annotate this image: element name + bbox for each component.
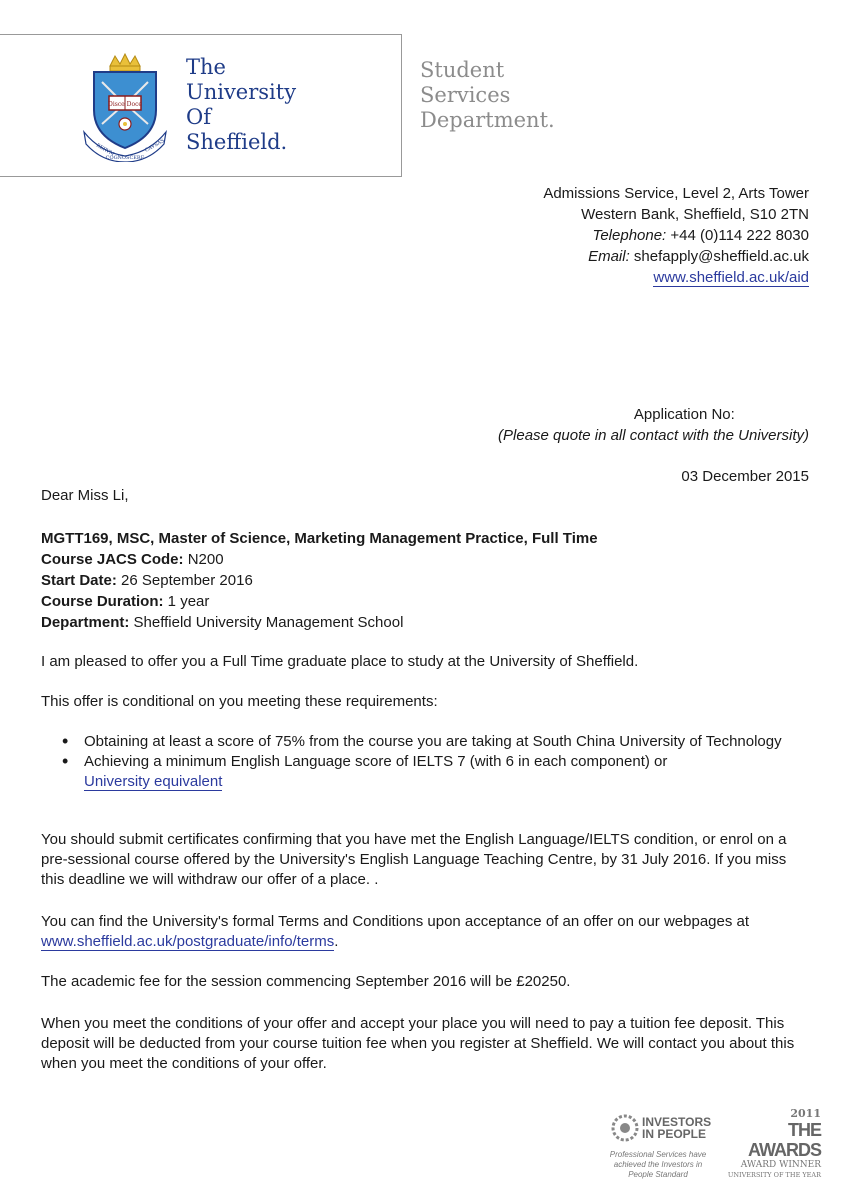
terms-link[interactable]: www.sheffield.ac.uk/postgraduate/info/terms [41,933,335,950]
deposit-paragraph: When you meet the conditions of your offer and accept your place you will need to pay a tuition fee deposit. This deposit will be deducted from your course tuition fee when you register at Sheffield. We will contact you about this when you meet the conditions of your offer. [41,1015,795,1072]
conditional-paragraph: This offer is conditional on you meeting these requirements: [41,693,438,710]
redacted-number [739,410,809,420]
footer-logos [606,1108,821,1188]
course-jacs-value: N200 [183,551,224,568]
telephone-value: +44 (0)114 222 8030 [666,227,809,244]
terms-paragraph [41,912,811,952]
fee-paragraph: The academic fee for the session commencing September 2016 will be £20250. [41,973,571,990]
course-details [41,528,811,633]
address-line: Western Bank, Sheffield, S10 2TN [581,206,809,223]
university-crest-icon [80,52,170,162]
email-label: Email: [588,248,630,265]
requirements-list [41,732,811,792]
university-equivalent-link[interactable]: University equivalent [84,773,223,790]
crest-banner-center: COGNOSCERE [105,155,145,161]
crest-banner-left: RERVM [95,142,116,158]
university-name-line: The [186,55,226,79]
university-name-line: Of [186,105,211,129]
course-jacs-label: Course JACS Code: [41,551,184,568]
course-jacs [41,549,811,570]
salutation: Dear Miss Li, [41,487,129,504]
email-line [543,246,809,267]
list-item [84,752,811,792]
iip-line2: IN PEOPLE [642,1127,707,1141]
university-name [186,55,296,155]
department-name-line: Student [420,58,505,82]
certificates-paragraph: You should submit certificates confirming that you have met the English Language/IELTS condition, or enrol on a pre-sessional course offered by the University's English Language Teaching Centre, by 31 July 2016. If you miss this deadline we will withdraw our offer of a place. . [41,831,787,888]
awards-line2: AWARD WINNER [740,1160,821,1170]
investors-in-people-icon [610,1112,640,1146]
department-name-line: Services [420,83,511,107]
course-duration [41,591,811,612]
application-line [498,404,809,425]
email-value[interactable]: shefapply@sheffield.ac.uk [629,248,809,265]
address-line: Admissions Service, Level 2, Arts Tower [543,185,809,202]
requirement-text: Achieving a minimum English Language score of IELTS 7 (with 6 in each component) or [84,753,668,770]
course-department [41,612,811,633]
course-start-label: Start Date: [41,572,117,589]
address-block [543,183,809,288]
course-start [41,570,811,591]
requirement-text: Obtaining at least a score of 75% from the course you are taking at South China University of Technology [84,733,782,750]
application-block [498,404,809,446]
course-department-value: Sheffield University Management School [129,614,404,631]
university-name-line: Sheffield. [186,130,288,154]
telephone-line [543,225,809,246]
crest-motto: Disce Doce [108,101,142,108]
website-link[interactable]: www.sheffield.ac.uk/aid [653,269,809,286]
iip-caption: Professional Services have achieved the Investors in People Standard [609,1150,707,1179]
awards-title: THE AWARDS [747,1120,821,1160]
iip-line1: INVESTORS [642,1115,712,1129]
course-duration-value: 1 year [163,593,210,610]
department-name-line: Department. [420,108,555,132]
university-name-line: University [186,80,297,104]
telephone-label: Telephone: [592,227,667,244]
awards-line3: UNIVERSITY OF THE YEAR [727,1171,821,1179]
offer-paragraph: I am pleased to offer you a Full Time graduate place to study at the University of Sheffield. [41,653,639,670]
department-name [420,58,555,133]
course-start-value: 26 September 2016 [116,572,253,589]
application-note: (Please quote in all contact with the University) [498,427,809,444]
letter-date: 03 December 2015 [681,468,809,485]
application-label: Application No: [633,406,735,423]
course-department-label: Department: [41,614,130,631]
terms-text: You can find the University's formal Terms and Conditions upon acceptance of an offer on our webpages at [41,913,750,930]
course-duration-label: Course Duration: [41,593,164,610]
crest-banner-right: CAVSAS [144,137,166,154]
course-title: MGTT169, MSC, Master of Science, Marketing Management Practice, Full Time [41,530,598,547]
awards-year: 2011 [790,1107,821,1120]
list-item [84,732,811,752]
terms-end: . [334,933,339,950]
